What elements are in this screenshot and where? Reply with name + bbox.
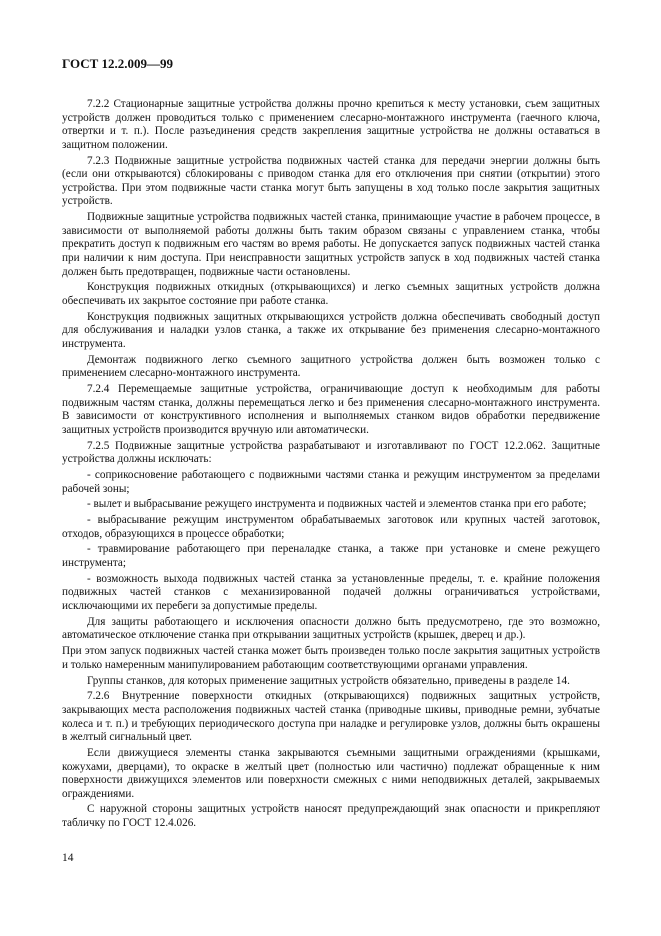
paragraph-hinged-guards: Конструкция подвижных откидных (открывающихся) и легко съемных защитных устройств должна обеспечивать их закрытое состояние при работе станка. [62,281,600,307]
list-item-workpiece-ejection: - выбрасывание режущим инструментом обрабатываемых заготовок или крупных частей заготовок, отходов, образующихся в процессе обработки; [62,514,600,540]
paragraph-warning-sign: С наружной стороны защитных устройств наносят предупреждающий знак опасности и прикрепляют табличку по ГОСТ 12.4.026. [62,803,600,830]
paragraph-auto-shutdown: Для защиты работающего и исключения опасности должно быть предусмотрено, где это возможно, автоматическое отключение станка при открывании защитных устройств (крышек, дверец и др.). [62,615,600,642]
document-code-header: ГОСТ 12.2.009—99 [62,56,174,71]
list-item-contact: - соприкосновение работающего с подвижными частями станка и режущим инструментом за пределами рабочей зоны; [62,468,600,495]
paragraph-7-2-3: 7.2.3 Подвижные защитные устройства подвижных частей станка для передачи энергии должны быть (если они открываются) сблокированы с приводом станка для его отключения при снятии (открытии) этого устройства. При этом подвижные части станка могут быть запущены в ход только после закрытия защитных устройств. [62,154,600,208]
paragraph-7-2-5: 7.2.5 Подвижные защитные устройства разрабатывают и изготавливают по ГОСТ 12.2.062. Защитные устройства должны исключать: [62,439,600,466]
page-number: 14 [62,852,74,864]
paragraph-moving-guards-control: Подвижные защитные устройства подвижных частей станка, принимающие участие в рабочем процессе, в зависимости от выполняемой работы должны быть таким образом связаны с управлением станка, чтобы прекратить доступ к подвижным его частям во время работы. Не допускается запуск подвижных частей станка при наличии к ним доступа. При неисправности защитных устройств запуск в ход подвижных частей станка должен быть предотвращен, подвижные части остановлены. [62,211,600,278]
paragraph-opening-guards-access: Конструкция подвижных защитных открывающихся устройств должна обеспечивать свободный доступ для обслуживания и наладки узлов станка, а также их открывание без применения слесарно-монтажного инструмента. [62,310,600,350]
list-item-ejection: - вылет и выбрасывание режущего инструмента и подвижных частей и элементов станка при его работе; [87,498,587,511]
list-item-overtravel: - возможность выхода подвижных частей станка за установленные пределы, т. е. крайние положения подвижных частей станков с механизированной подачей должны ограничиваться устройствами, исключающими их перебеги за допустимые пределы. [62,572,600,613]
paragraph-restart: При этом запуск подвижных частей станка может быть произведен только после закрытия защитных устройств и только намеренным манипулированием работающим соответствующими органами управления. [62,645,600,671]
paragraph-7-2-2: 7.2.2 Стационарные защитные устройства должны прочно крепиться к месту установки, съем защитных устройств должен проводиться только с применением слесарно-монтажного инструмента (гаечного ключа, отвертки и т. п.). После разъединения средств закрепления защитные устройства не должны оставаться в защитном положении. [62,98,600,151]
list-item-injury: - травмирование работающего при переналадке станка, а также при установке и смене режущего инструмента; [62,543,600,570]
body-text [62,98,600,833]
paragraph-dismantling: Демонтаж подвижного легко съемного защитного устройства должен быть возможен только с применением слесарно-монтажного инструмента. [62,353,600,380]
paragraph-yellow-paint: Если движущиеся элементы станка закрываются съемными защитными ограждениями (крышками, кожухами, дверцами), то окраске в желтый цвет (полностью или частично) подлежат обращенные к ним поверхности движущихся элементов или поверхности смежных с ними неподвижных деталей, закрываемых ограждениями. [62,746,600,800]
paragraph-7-2-6: 7.2.6 Внутренние поверхности откидных (открывающихся) подвижных защитных устройств, закрывающих места расположения подвижных частей станка (приводные шкивы, приводные ремни, зубчатые колеса и т. п.) и требующих периодического доступа при наладке и регулировке узлов, должны быть окрашены в желтый сигнальный цвет. [62,690,600,744]
paragraph-7-2-4: 7.2.4 Перемещаемые защитные устройства, ограничивающие доступ к необходимым для работы подвижным частям станка, должны перемещаться легко и без применения слесарно-монтажного инструмента. В зависимости от конструктивного исполнения и выполняемых станком видов обработки передвижение защитных устройств производится вручную или автоматически. [62,383,600,436]
paragraph-machine-groups: Группы станков, для которых применение защитных устройств обязательно, приведены в разделе 14. [87,674,570,687]
